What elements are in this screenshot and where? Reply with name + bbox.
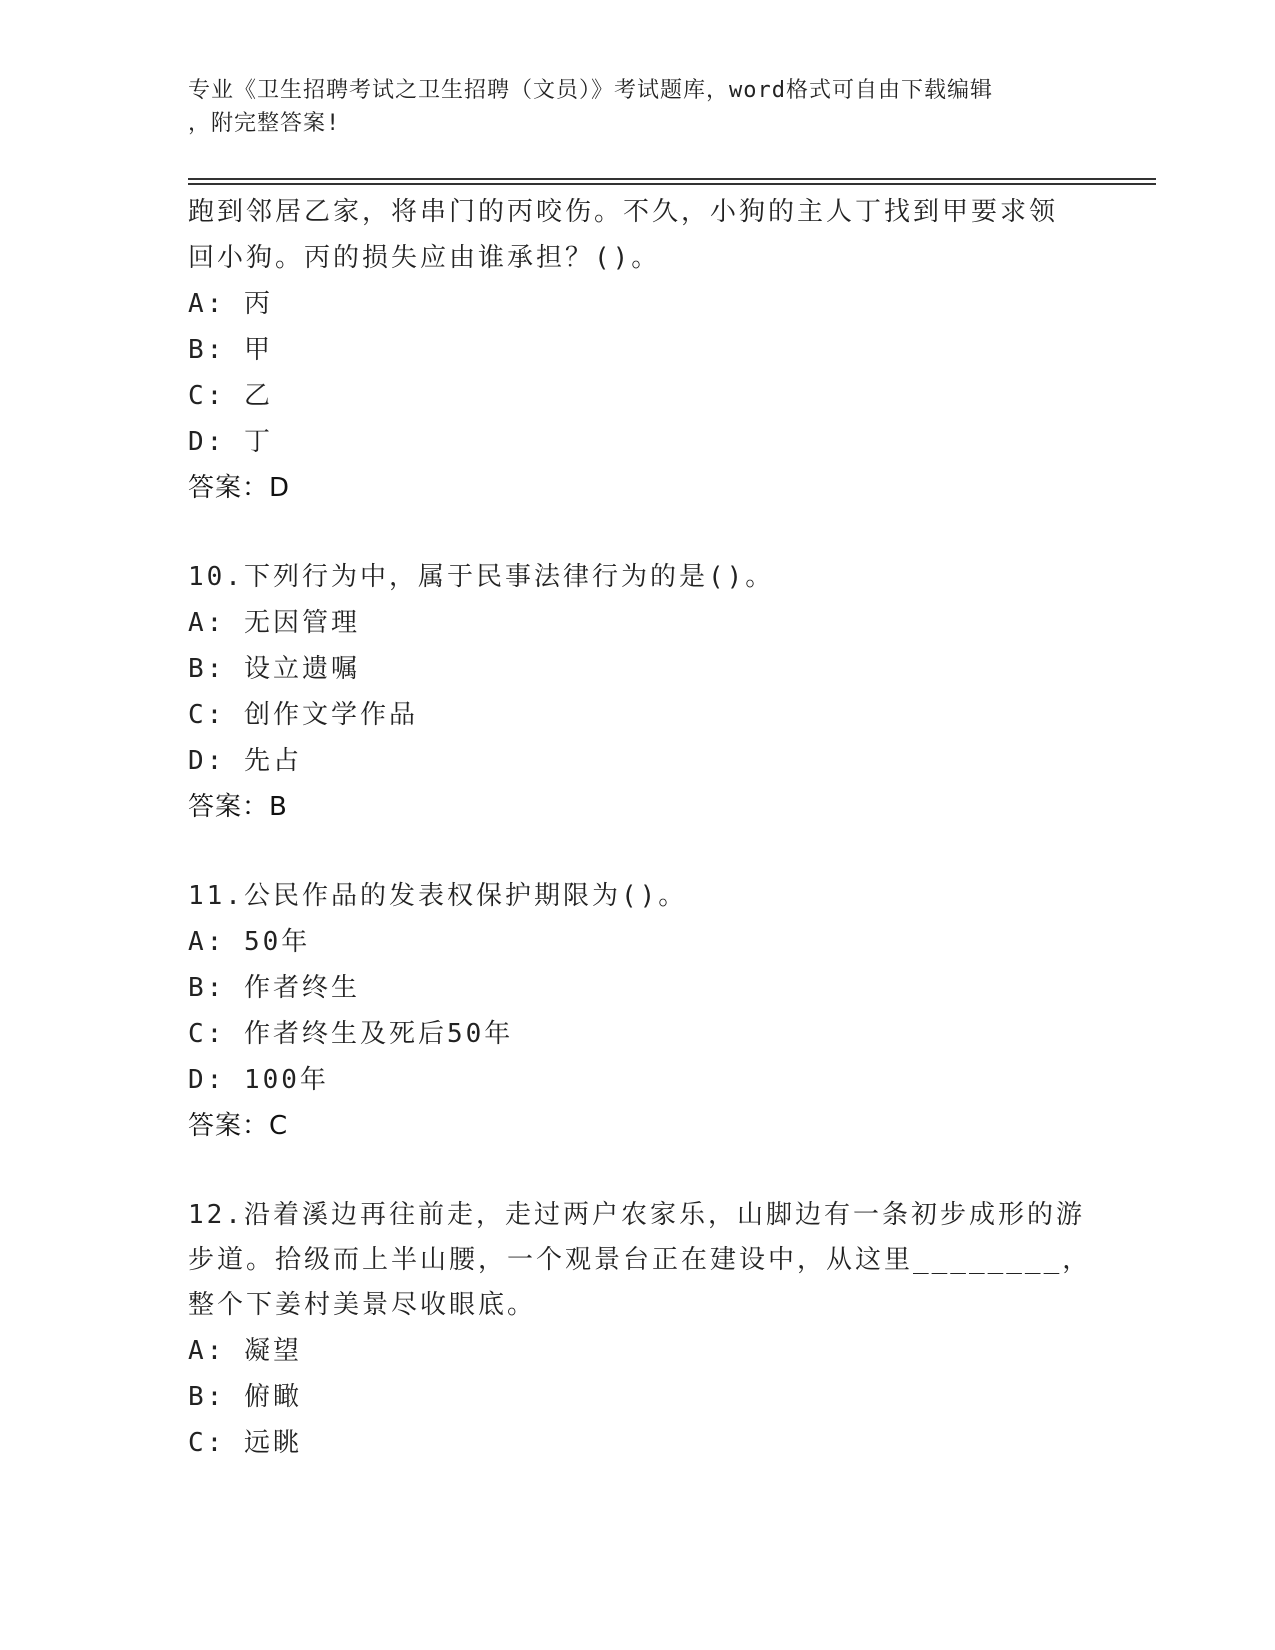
answer: 答案：C <box>188 1111 289 1141</box>
question-stem-line: 12.沿着溪边再往前走，走过两户农家乐，山脚边有一条初步成形的游 <box>188 1200 1085 1230</box>
question-list <box>188 190 1092 1466</box>
question-12 <box>188 1193 1092 1466</box>
question-9 <box>188 190 1088 511</box>
option-a: A: 丙 <box>188 289 273 319</box>
option-d: D: 100年 <box>188 1065 329 1095</box>
option-a: A: 凝望 <box>188 1336 302 1366</box>
header-rule-bottom <box>188 183 1156 185</box>
spacer <box>188 1149 1088 1193</box>
question-11 <box>188 874 1088 1149</box>
option-c: C: 创作文学作品 <box>188 700 418 730</box>
question-stem-line: 11.公民作品的发表权保护期限为()。 <box>188 881 688 911</box>
spacer <box>188 830 1088 874</box>
spacer <box>188 511 1088 555</box>
question-stem-line: 步道。拾级而上半山腰，一个观景台正在建设中，从这里________， <box>188 1245 1092 1275</box>
option-b: B: 甲 <box>188 335 273 365</box>
option-a: A: 无因管理 <box>188 608 360 638</box>
option-c: C: 远眺 <box>188 1428 302 1458</box>
option-b: B: 作者终生 <box>188 973 360 1003</box>
header-line-1: 专业《卫生招聘考试之卫生招聘（文员）》考试题库，word格式可自由下载编辑 <box>188 78 993 103</box>
option-b: B: 俯瞰 <box>188 1382 302 1412</box>
question-stem-line: 整个下姜村美景尽收眼底。 <box>188 1290 537 1320</box>
option-a: A: 50年 <box>188 927 311 957</box>
option-b: B: 设立遗嘱 <box>188 654 360 684</box>
question-stem-line: 10.下列行为中，属于民事法律行为的是()。 <box>188 562 775 592</box>
header-rule-top <box>188 178 1156 180</box>
document-header <box>188 74 1088 140</box>
option-c: C: 乙 <box>188 381 273 411</box>
header-line-2: ，附完整答案! <box>188 111 341 136</box>
option-d: D: 丁 <box>188 427 273 457</box>
answer: 答案：B <box>188 792 288 822</box>
question-10 <box>188 555 1088 830</box>
option-d: D: 先占 <box>188 746 302 776</box>
question-stem-line: 回小狗。丙的损失应由谁承担？()。 <box>188 243 661 273</box>
option-c: C: 作者终生及死后50年 <box>188 1019 514 1049</box>
answer: 答案：D <box>188 473 291 503</box>
question-stem-line: 跑到邻居乙家，将串门的丙咬伤。不久，小狗的主人丁找到甲要求领 <box>188 197 1059 227</box>
